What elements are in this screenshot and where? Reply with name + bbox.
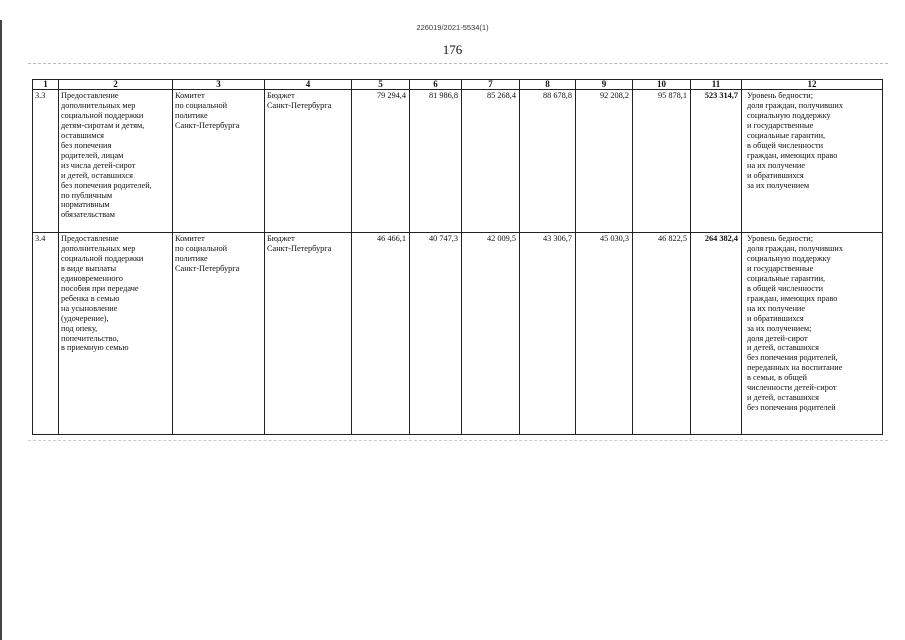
table-header-row (33, 80, 883, 90)
column-header: 4 (265, 80, 352, 90)
column-header: 12 (742, 80, 883, 90)
total-amount-cell: 264 382,4 (691, 233, 742, 435)
row-number-cell: 3.3 (33, 90, 59, 233)
column-header: 7 (462, 80, 520, 90)
column-header: 5 (352, 80, 410, 90)
column-header: 2 (59, 80, 173, 90)
indicator-cell: Уровень бедности; доля граждан, получивших социальную поддержку и государственные социальные гарантии, в общей численности граждан, имеющих право на их получение и обратившихся за их получением (742, 90, 883, 233)
amount-cell: 45 030,3 (576, 233, 633, 435)
amount-cell: 40 747,3 (410, 233, 462, 435)
funding-source-cell: Бюджет Санкт-Петербурга (265, 90, 352, 233)
column-header: 1 (33, 80, 59, 90)
scan-edge-line (0, 20, 2, 640)
amount-cell: 81 986,8 (410, 90, 462, 233)
document-registration-number: 226019/2021-5534(1) (416, 23, 489, 32)
activity-description-cell: Предоставление дополнительных мер социальной поддержки в виде выплаты единовременного пособия при передаче ребенка в семью на усыновление (удочерение), под опеку, попечительство, в приемную семью (59, 233, 173, 435)
amount-cell: 46 822,5 (633, 233, 691, 435)
scan-artifact-line (28, 63, 888, 64)
program-activities-table (32, 79, 883, 435)
executor-cell: Комитет по социальной политике Санкт-Петербурга (173, 233, 265, 435)
row-number-cell: 3.4 (33, 233, 59, 435)
column-header: 11 (691, 80, 742, 90)
amount-cell: 95 878,1 (633, 90, 691, 233)
amount-cell: 79 294,4 (352, 90, 410, 233)
column-header: 8 (520, 80, 576, 90)
page-number: 176 (442, 42, 463, 57)
amount-cell: 42 009,5 (462, 233, 520, 435)
table-row (33, 90, 883, 233)
column-header: 3 (173, 80, 265, 90)
amount-cell: 46 466,1 (352, 233, 410, 435)
executor-cell: Комитет по социальной политике Санкт-Петербурга (173, 90, 265, 233)
column-header: 6 (410, 80, 462, 90)
indicator-cell: Уровень бедности; доля граждан, получивших социальную поддержку и государственные социальные гарантии, в общей численности граждан, имеющих право на их получение и обратившихся за их получением; доля детей-сирот и детей, оставшихся без попечения родителей, переданных на воспитание в семьи, в общей численности детей-сирот и детей, оставшихся без попечения родителей (742, 233, 883, 435)
amount-cell: 92 208,2 (576, 90, 633, 233)
funding-source-cell: Бюджет Санкт-Петербурга (265, 233, 352, 435)
amount-cell: 88 678,8 (520, 90, 576, 233)
table-row (33, 233, 883, 435)
amount-cell: 43 306,7 (520, 233, 576, 435)
amount-cell: 85 268,4 (462, 90, 520, 233)
total-amount-cell: 523 314,7 (691, 90, 742, 233)
column-header: 9 (576, 80, 633, 90)
column-header: 10 (633, 80, 691, 90)
scan-artifact-line (28, 440, 888, 441)
activity-description-cell: Предоставление дополнительных мер социальной поддержки детям-сиротам и детям, оставшимся без попечения родителей, лицам из числа детей-сирот и детей, оставшихся без попечения родителей, по публичным нормативным обязательствам (59, 90, 173, 233)
